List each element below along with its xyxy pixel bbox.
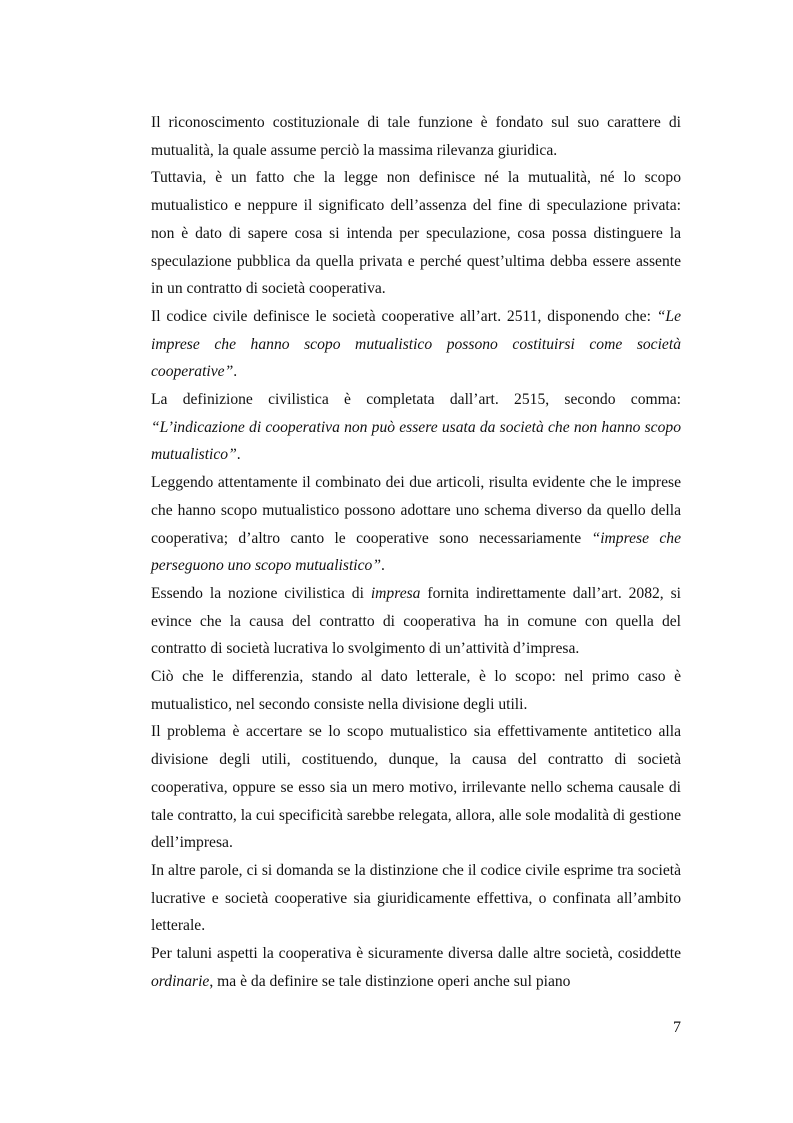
text-run: fornita indirettamente dall’art. 2082, si evince che la causa del contratto di cooperativa ha in comune con quella del contratto di società lucrativa lo svolgimento di un’attività d’impresa. (151, 584, 681, 658)
paragraph (151, 303, 681, 386)
text-run: Ciò che le differenzia, stando al dato letterale, è lo scopo: nel primo caso è mutualistico, nel secondo consiste nella divisione degli utili. (151, 668, 681, 713)
text-run: . (381, 557, 385, 575)
paragraph (151, 580, 681, 663)
text-run: Leggendo attentamente il combinato dei due articoli, risulta evidente che le imprese che hanno scopo mutualistico possono adottare uno schema diverso da quello della cooperativa; d’altro canto le cooperative sono necessariamente (151, 474, 681, 547)
paragraph (151, 857, 681, 940)
paragraph (151, 109, 681, 164)
text-run: La definizione civilistica è completata dall’art. 2515, secondo comma: (151, 391, 681, 409)
text-run: Per taluni aspetti la cooperativa è sicuramente diversa dalle altre società, cosiddette (151, 945, 681, 963)
paragraph (151, 386, 681, 469)
text-run: . (236, 446, 241, 464)
paragraph (151, 469, 681, 580)
text-run: , ma è da definire se tale distinzione operi anche sul piano (209, 972, 571, 990)
text-run: In altre parole, ci si domanda se la distinzione che il codice civile esprime tra società lucrative e società cooperative sia giuridicamente effettiva, o confinata all’ambito letterale. (151, 861, 681, 935)
paragraph (151, 164, 681, 303)
text-run: Il codice civile definisce le società cooperative all’art. 2511, disponendo che: (151, 307, 657, 325)
italic-text: “L’indicazione di cooperativa non può essere usata da società che non hanno scopo mutualistico” (151, 418, 681, 464)
text-run: Il problema è accertare se lo scopo mutualistico sia effettivamente antitetico alla divisione degli utili, costituendo, dunque, la causa del contratto di società cooperativa, oppure se esso sia un mero motivo, irrilevante nello schema causale di tale contratto, la cui specificità sarebbe relegata, allora, alle sole modalità di gestione dell’impresa. (151, 723, 681, 852)
paragraph (151, 663, 681, 718)
italic-text: “Le imprese che hanno scopo mutualistico possono costituirsi come società cooperative” (151, 307, 681, 381)
italic-text: “imprese che perseguono uno scopo mutualistico” (151, 529, 681, 575)
paragraph (151, 940, 681, 995)
paragraph (151, 718, 681, 857)
italic-text: ordinarie (151, 972, 210, 990)
text-run: Essendo la nozione civilistica di (151, 584, 371, 602)
text-run: Tuttavia, è un fatto che la legge non definisce né la mutualità, né lo scopo mutualistico e neppure il significato dell’assenza del fine di speculazione privata: non è dato di sapere cosa si intenda per speculazione, cosa possa distinguere la speculazione pubblica da quella privata e perché quest’ultima debba essere assente in un contratto di società cooperativa. (151, 169, 681, 298)
text-run: . (233, 363, 238, 381)
page-number: 7 (673, 1019, 681, 1036)
italic-text: impresa (370, 584, 421, 602)
body-text (151, 109, 681, 996)
text-run: Il riconoscimento costituzionale di tale funzione è fondato sul suo carattere di mutualità, la quale assume perciò la massima rilevanza giuridica. (151, 114, 681, 159)
